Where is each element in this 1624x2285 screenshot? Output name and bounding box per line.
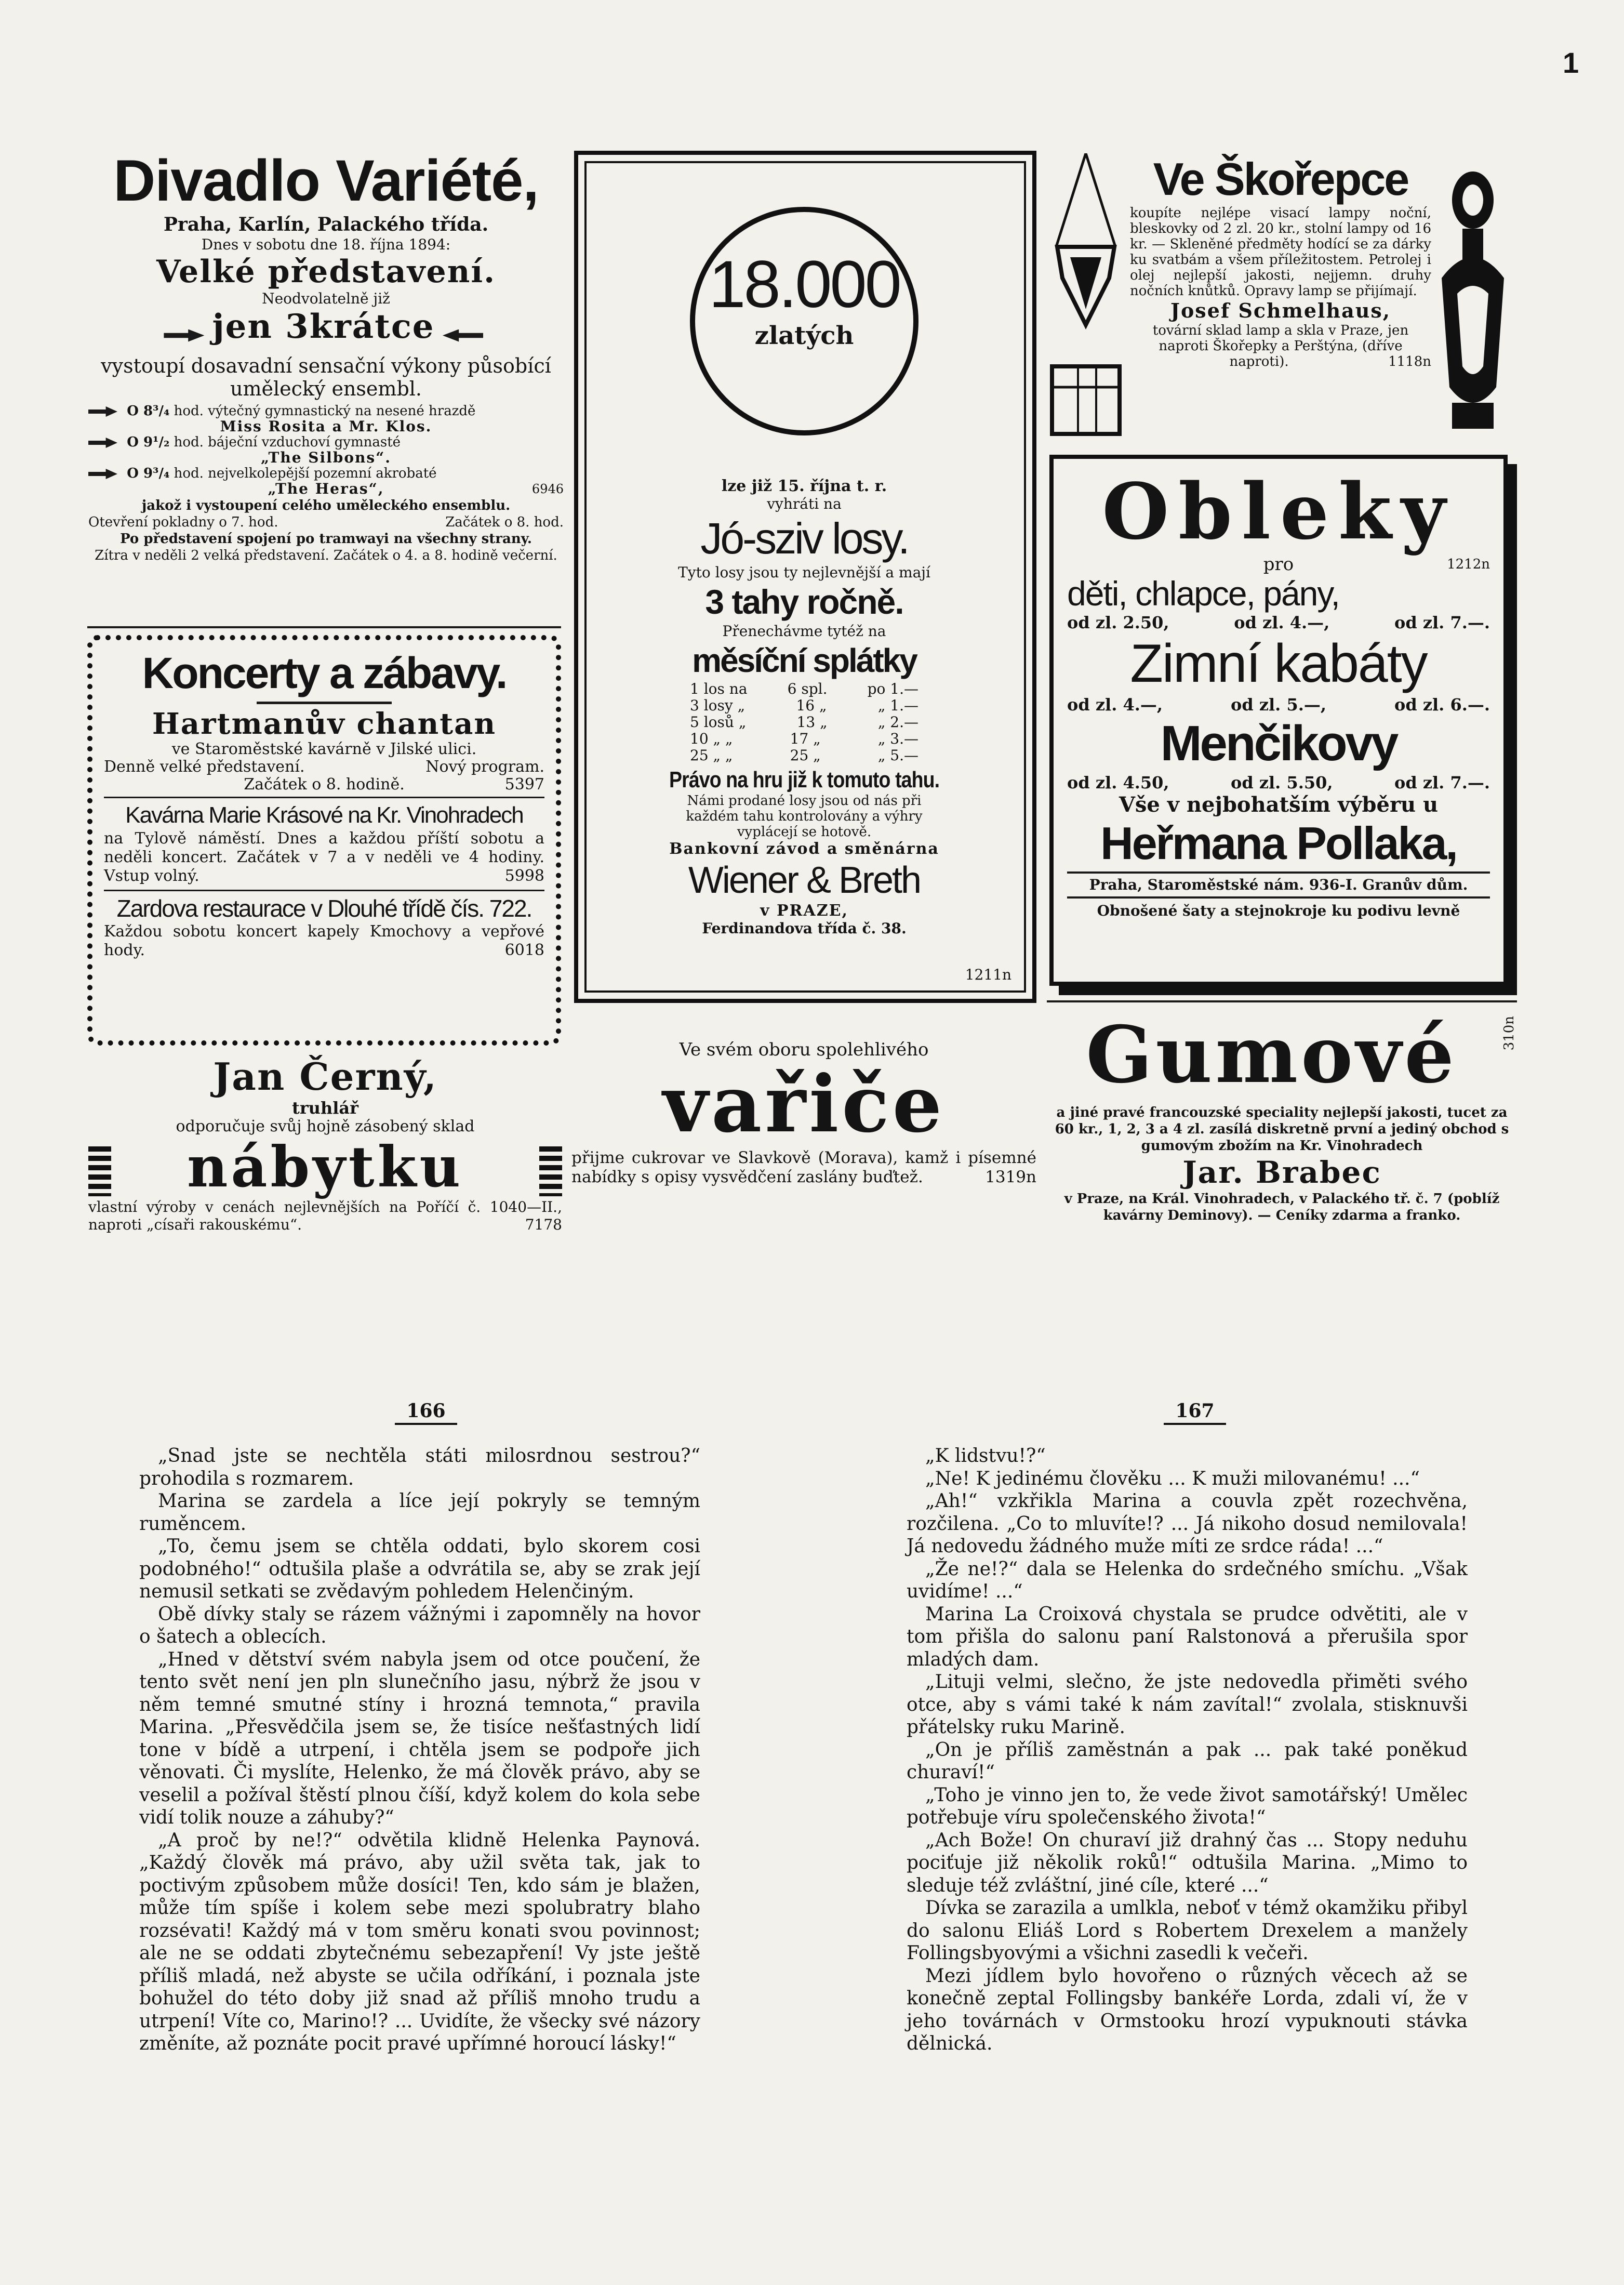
obleky-prices1 — [1067, 613, 1490, 632]
pointing-hand-icon — [164, 329, 204, 342]
act-time: O 8³/₄ — [127, 403, 170, 419]
skorepce-body — [1130, 153, 1431, 369]
installment-table — [669, 681, 939, 764]
page-number-right: 167 — [1164, 1399, 1226, 1425]
varice-body: přijme cukrovar ve Slavkově (Morava), kamž i písemné nabídky s opisy vysvědčení zaslány buďtež. — [571, 1148, 1036, 1186]
hartman-l3 — [104, 776, 544, 794]
hanging-lamp-icon — [1047, 153, 1125, 444]
skorepce-name: Josef Schmelhaus, — [1170, 299, 1391, 322]
variete-intro: Neodvolatelně již — [262, 290, 390, 307]
wiener-l1: lze již 15. října t. r. — [721, 477, 887, 495]
paragraph: „Ne! K jedinému člověku ... K muži milovanému! ...“ — [925, 1468, 1420, 1489]
variete-sub: vystoupí dosavadní sensační výkony působící umělecký ensembl. — [101, 354, 551, 400]
ad-gumove — [1047, 1006, 1517, 1245]
wiener-pravo: Právo na hru již k tomuto tahu. — [669, 767, 940, 793]
variete-headline: Velké představení. — [156, 254, 496, 290]
obleky-note: Obnošené šaty a stejnokroje ku podivu levně — [1097, 902, 1460, 919]
price: od zl. 5.—, — [1230, 695, 1326, 715]
paragraph: Mezi jídlem bylo hovořeno o různých věcech až se konečně zeptal Follingsby bankéře Lorda, zdali ví, že v jeho továrnách v Ormstooku hrozí vypuknouti stávka dělnická. — [907, 1965, 1468, 2054]
margin-mark: 1 — [1563, 46, 1579, 79]
cerny-desc — [88, 1198, 562, 1234]
variete-only-briefly: jen 3krátce — [212, 307, 435, 346]
paragraph: „Lituji velmi, slečno, že jste nedovedla přiměti svého otce, aby s vámi také k nám zavítal!“ zvolala, stisknuvši přátelsky ruku Marině. — [907, 1671, 1468, 1738]
divider — [1067, 896, 1490, 899]
ad-code: 7178 — [525, 1216, 562, 1233]
divider — [257, 702, 392, 704]
act-text: hod. výtečný gymnastický na nesené hrazdě — [174, 403, 476, 419]
divider — [104, 797, 544, 798]
obleky-addr: Praha, Staroměstské nám. 936-I. Granův dům. — [1089, 876, 1468, 893]
price: od zl. 4.50, — [1067, 773, 1169, 793]
skorepce-t2 — [1130, 323, 1431, 369]
act-text: hod. báječní vzduchoví gymnasté — [174, 434, 401, 450]
act-row — [88, 434, 564, 466]
act-row — [88, 403, 564, 434]
ad-jan-cerny — [88, 1055, 562, 1242]
category-label: pány, — [1263, 574, 1339, 613]
wiener-l5: Námi prodané losy jsou od nás při každém tahu kontrolovány a výhry vyplácejí se hotově. — [686, 793, 923, 840]
ad-code: 1118n — [1388, 354, 1431, 369]
paragraph: Marina La Croixová chystala se prudce odvětiti, ale v tom přišla do salonu paní Ralstonová a přerušila spor mladých dam. — [907, 1603, 1468, 1670]
furniture-icon — [88, 1146, 111, 1196]
paragraph: „To, čemu jsem se chtěla oddati, bylo skorem cosi podobného!“ odtušila plaše a odvrátila se, aby se zrak její nemusil setkati se zvědavým pohledem Helenčiným. — [139, 1536, 700, 1602]
act-text: hod. nejvelkolepější pozemní akrobaté — [174, 466, 437, 481]
wiener-firm: Wiener & Breth — [688, 860, 921, 901]
krasova-title: Kavárna Marie Krásové na Kr. Vinohradech — [125, 802, 523, 828]
ad-code: 1212n — [1447, 557, 1490, 572]
wiener-tahy: 3 tahy ročně. — [705, 583, 903, 621]
zard-title: Zardova restaurace v Dlouhé třídě čís. 722. — [116, 895, 532, 922]
ad-koncerty — [87, 635, 561, 1046]
act-name: „The Heras“, — [268, 480, 384, 497]
ad-code: 5397 — [504, 775, 544, 794]
hartman-program: Nový program. — [425, 758, 544, 776]
wiener-losy: Jó-sziv losy. — [700, 514, 908, 563]
gumove-addr: v Praze, na Král. Vinohradech, v Palackého tř. č. 7 (poblíž kavárny Deminovy). — Ceníky zdarma a franko. — [1064, 1191, 1500, 1223]
hartman-l2 — [104, 758, 544, 776]
wiener-l4: Přenechávme tytéž na — [722, 623, 886, 640]
pointing-hand-icon — [88, 469, 117, 479]
obleky-kabaty: Zimní kabáty — [1130, 633, 1427, 694]
table-row: 1 los na 6 spl. po 1.— — [690, 680, 919, 697]
wiener-amount: 18.000 — [709, 247, 900, 322]
paragraph: Marina se zardela a líce její pokryly se temným ruměncem. — [139, 1490, 700, 1535]
category-label: chlapce, — [1135, 574, 1255, 613]
pointing-hand-icon — [88, 438, 117, 448]
category-label: děti, — [1067, 574, 1127, 613]
ad-code: 6946 — [531, 482, 564, 496]
obleky-firm: Heřmana Pollaka, — [1100, 817, 1457, 869]
ad-wiener-breth — [574, 151, 1036, 1003]
divider — [104, 890, 544, 891]
variete-cashier: Otevření pokladny o 7. hod. — [88, 514, 278, 530]
gumove-name: Jar. Brabec — [1182, 1155, 1381, 1190]
variete-start: Začátek o 8. hod. — [445, 514, 564, 530]
zard-body: Každou sobotu koncert kapely Kmochovy a vepřové hody. — [104, 922, 544, 959]
krasova-body: na Tylově náměstí. Dnes a každou příští sobotu a neděli koncert. Začátek v 7 a v neděli ve 4 hodiny. Vstup volný. — [104, 829, 544, 885]
wiener-content — [669, 207, 939, 937]
wiener-street: Ferdinandova třída č. 38. — [702, 920, 907, 937]
table-row: 3 losy „ 16 „ „ 1.— — [690, 697, 919, 714]
ad-obleky — [1049, 455, 1517, 995]
variete-l1: jakož i vystoupení celého uměleckého ensemblu. — [141, 498, 511, 513]
hartman-start: Začátek o 8. hodině. — [244, 775, 405, 794]
koncerty-title: Koncerty a zábavy. — [142, 649, 507, 697]
skorepce-address: tovární sklad lamp a skla v Praze, jen naproti Škořepky a Perštýna, (dříve naproti). — [1152, 323, 1409, 369]
price: od zl. 2.50, — [1067, 613, 1169, 632]
varice-big: vařiče — [662, 1059, 946, 1150]
gumove-text: a jiné pravé francouzské speciality nejlepší jakosti, tucet za 60 kr., 1, 2, 3 a 4 zl. zasílá diskretně první a jediný obchod s gumovým zbožím na Kr. Vinohradech — [1055, 1105, 1509, 1154]
ad-divadlo-variete — [88, 148, 564, 626]
paragraph: Obě dívky staly se rázem vážnými i zapomněly na hovor o šatech a oblecích. — [139, 1603, 700, 1647]
table-row: 5 losů „ 13 „ „ 2.— — [690, 714, 919, 731]
obleky-pro-row — [1067, 554, 1490, 574]
gumove-side-code: 310n — [1501, 1016, 1517, 1051]
paragraph: „Že ne!?“ dala se Helenka do srdečného smíchu. „Však uvidíme! ...“ — [907, 1558, 1468, 1602]
act-name: Miss Rosita a Mr. Klos. — [220, 418, 432, 435]
table-row: 10 „ „ 17 „ „ 3.— — [690, 730, 919, 747]
paragraph: Dívka se zarazila a umlkla, neboť v témž okamžiku přibyl do salonu Eliáš Lord s Robertem Drexelem a manžely Follingsbyovými a všichni zasedli k večeři. — [907, 1897, 1468, 1964]
wiener-l3: Tyto losy jsou ty nejlevnější a mají — [678, 564, 930, 581]
price: od zl. 6.—. — [1394, 695, 1490, 715]
obleky-vse: Vše v nejbohatším výběru u — [1119, 793, 1439, 817]
variete-address: Praha, Karlín, Palackého třída. — [163, 214, 489, 235]
ad-code: 1211n — [965, 966, 1011, 983]
krasova-text — [104, 829, 544, 886]
variete-l3: Po představení spojení po tramwayi na všechny strany. — [120, 531, 532, 547]
hartman-title: Hartmanův chantan — [152, 707, 497, 741]
paragraph: „K lidstvu!?“ — [925, 1445, 1046, 1467]
paragraph: „Ah!“ vzkřikla Marina a couvla zpět rozechvěna, rozčilena. „Co to mluvíte!? ... Já nikoho dosud nemilovala! Já nedovedu žádného muže míti ze srdce ráda! ...“ — [907, 1490, 1468, 1557]
obleky-prices3 — [1067, 773, 1490, 793]
cerny-line: odporučuje svůj hojně zásobený sklad — [176, 1117, 475, 1135]
varice-text — [571, 1148, 1036, 1187]
table-lamp-icon — [1434, 159, 1512, 439]
article-left — [139, 1445, 700, 2055]
act-name: „The Silbons“. — [261, 449, 391, 466]
price: od zl. 4.—, — [1067, 695, 1163, 715]
paragraph: „A proč by ne!?“ odvětila klidně Helenka Paynová. „Každý člověk má právo, aby užil světa tak, jak to poctivým způsobem může dosíci! Ten, kdo sám je blažen, může tím spíše i kolem sebe mezi spolubratry blaho rozsévati! Každý má v tom směru konati svou povinnost; ale ne se oddati zbytečnému sebezapření! Vy jste ještě příliš mladá, než abyste se učila odříkání, i poznala jste bohužel do této doby již snad až příliš mnoho trudu a utrpení! Víte co, Marino!? ... Uvidíte, že všecky své názory změníte, až poznáte pocit pravé upřímné horoucí lásky!“ — [139, 1829, 700, 2054]
varice-l1: Ve svém oboru spolehlivého — [679, 1039, 929, 1060]
skorepce-title: Ve Škořepce — [1153, 153, 1408, 205]
obleky-mencik: Menčikovy — [1160, 716, 1397, 771]
ad-code: 1319n — [985, 1168, 1036, 1186]
paragraph: „On je příliš zaměstnán a pak ... pak také poněkud churaví!“ — [907, 1739, 1468, 1783]
wiener-city: v PRAZE, — [760, 902, 848, 920]
article-right — [907, 1445, 1468, 2055]
obleky-title: Obleky — [1102, 466, 1455, 557]
cerny-big-row — [88, 1136, 562, 1198]
hartman-show: Denně velké představení. — [104, 758, 305, 776]
act-time: O 9³/₄ — [127, 466, 170, 481]
variete-title: Divadlo Variété, — [113, 148, 539, 213]
cerny-desc-text: vlastní výroby v cenách nejlevnějších na Poříčí č. 1040—II., naproti „císaři rakouskému“. — [88, 1198, 562, 1233]
wiener-l2: vyhráti na — [767, 495, 842, 512]
divider — [1047, 1000, 1517, 1002]
paragraph: „Hned v dětství svém nabyla jsem od otce poučení, že tento svět není jen pln slunečního jasu, nýbrž že jsou v něm temné smutné stíny i hrozná temnota,“ pravila Marina. „Přesvědčila jsem se, že tisíce nešťastných lidí tone v bídě a utrpení, i chtěla jsem se podpoře jich věnovati. Či myslíte, Helenko, že má člověk právo, aby se veselil a požíval štěstí plnou číší, když kolem do kola sebe vidí tolik nouze a záhuby?“ — [139, 1648, 700, 1828]
paragraph: „Ach Bože! On churaví již drahný čas ... Stopy neduhu pociťuje již několik roků!“ odtušila Marina. „Mimo to sleduje též zvláštní, jiné cíle, které ...“ — [907, 1829, 1468, 1896]
paragraph: „Snad jste se nechtěla státi milosrdnou sestrou?“ prohodila s rozmarem. — [139, 1445, 700, 1489]
divider — [1067, 871, 1490, 874]
variete-only-briefly-row — [88, 308, 564, 354]
variete-acts — [88, 403, 564, 497]
wiener-bank: Bankovní závod a směnárna — [669, 840, 939, 858]
ad-code: 5998 — [504, 867, 544, 885]
act-time: O 9¹/₂ — [127, 434, 170, 450]
page-number-left: 166 — [395, 1399, 457, 1425]
price: od zl. 7.—. — [1394, 773, 1490, 793]
price: od zl. 5.50, — [1230, 773, 1333, 793]
price: od zl. 4.—, — [1234, 613, 1330, 632]
furniture-icon — [539, 1146, 562, 1196]
variete-l2 — [88, 514, 564, 531]
wiener-unit: zlatých — [754, 321, 854, 350]
obleky-cats — [1067, 574, 1490, 613]
act-row — [88, 466, 564, 497]
price: od zl. 7.—. — [1394, 613, 1490, 632]
ad-varice — [571, 1039, 1036, 1242]
amount-circle — [690, 207, 919, 435]
variete-l4: Zítra v neděli 2 velká představení. Začátek o 4. a 8. hodině večerní. — [95, 548, 557, 563]
wiener-splatky: měsíční splátky — [692, 642, 916, 679]
cerny-big: nábytku — [187, 1134, 463, 1200]
ad-ve-skorepce — [1047, 153, 1514, 444]
pointing-hand-icon — [443, 329, 483, 342]
cerny-profession: truhlář — [292, 1098, 358, 1118]
gumove-title: Gumové — [1086, 1009, 1457, 1101]
skorepce-text: koupíte nejlépe visací lampy noční, bleskovky od 2 zl. 20 kr., stolní lampy od 16 kr. — Skleněné předměty hodící se za dárky ku svatbám a všem příležitostem. Petrolej i olej nejlepší jakosti, nejjemn. druhy nočních knůtků. Opravy lamp se přijímají. — [1130, 205, 1431, 299]
cerny-name: Jan Černý, — [213, 1054, 437, 1099]
obleky-pro: pro — [1263, 554, 1294, 575]
table-row: 25 „ „ 25 „ „ 5.— — [690, 747, 919, 764]
obleky-box — [1049, 455, 1508, 986]
divider — [87, 626, 561, 628]
hartman-l1: ve Staroměstské kavárně v Jilské ulici. — [171, 740, 477, 758]
obleky-prices2 — [1067, 695, 1490, 715]
zard-text — [104, 922, 544, 960]
ad-code: 6018 — [504, 941, 544, 959]
paragraph: „Toho je vinno jen to, že vede život samotářský! Umělec potřebuje víru společenského života!“ — [907, 1784, 1468, 1828]
variete-date: Dnes v sobotu dne 18. října 1894: — [201, 236, 451, 253]
pointing-hand-icon — [88, 406, 117, 417]
